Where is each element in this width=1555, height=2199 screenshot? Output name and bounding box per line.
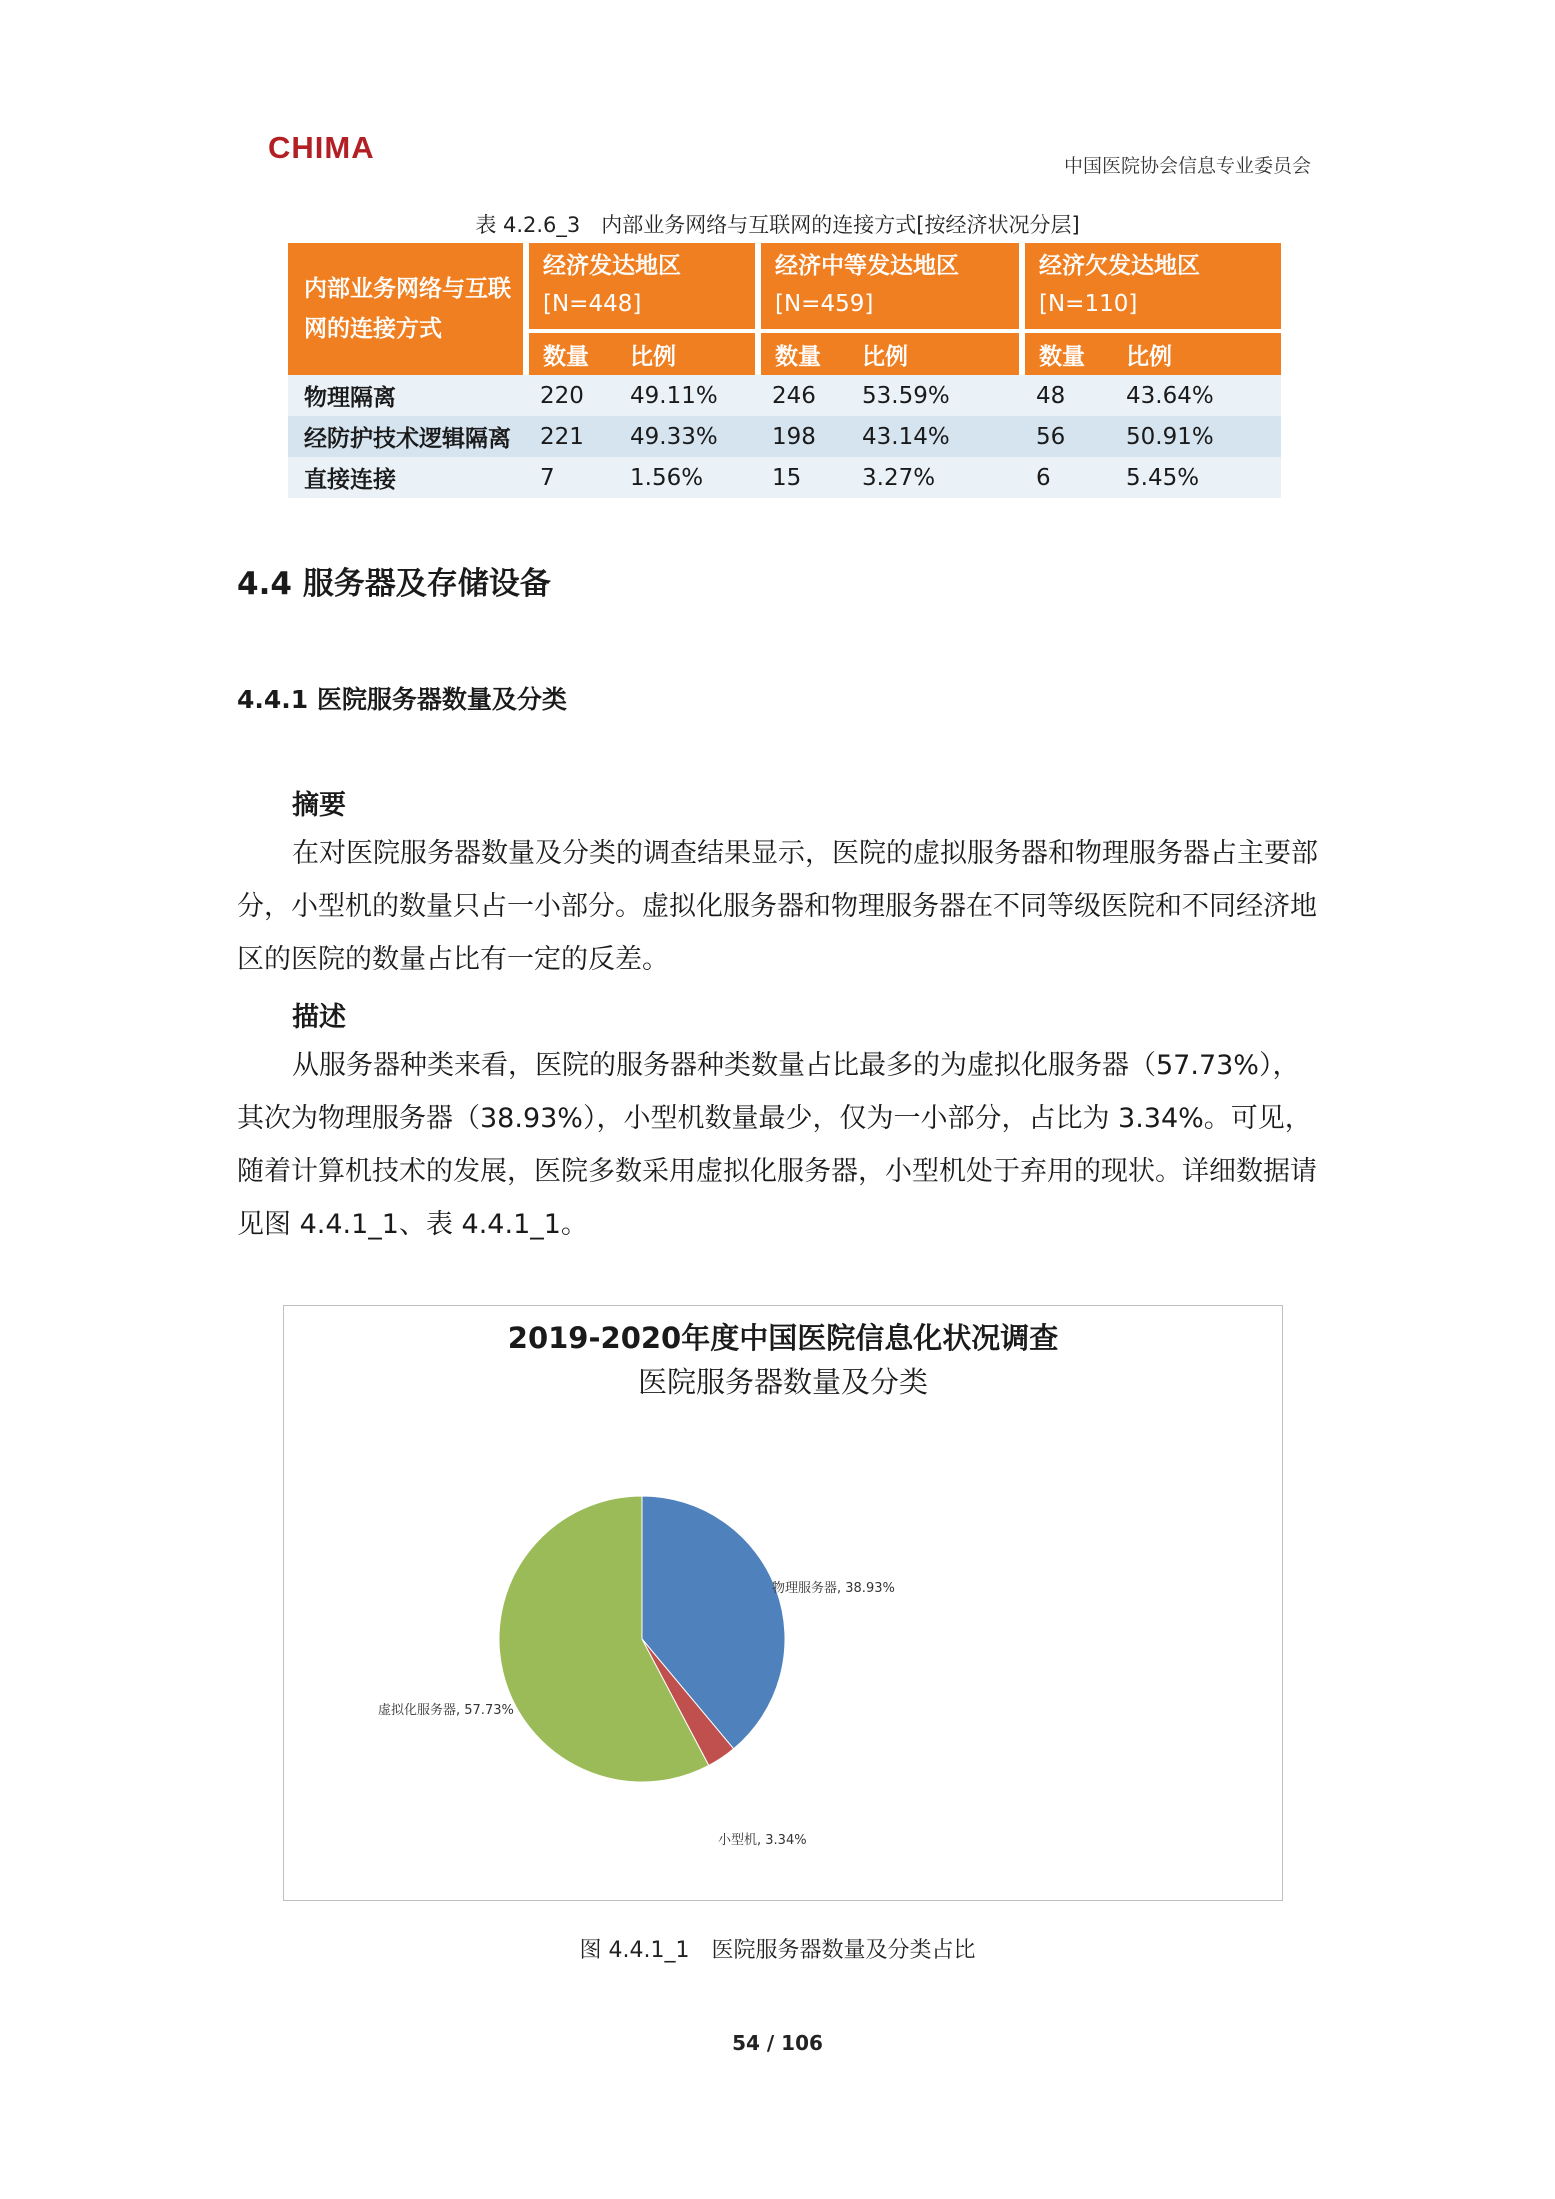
sub-header-count: 数量 [758, 331, 848, 375]
table-cell: 43.64% [1112, 375, 1281, 416]
subsection-heading: 4.4.1 医院服务器数量及分类 [237, 685, 567, 714]
pie-chart-svg [284, 1306, 1282, 1900]
table-row [288, 375, 1281, 416]
slice-label: 虚拟化服务器, 57.73% [378, 1703, 514, 1718]
slice-label: 小型机, 3.34% [718, 1833, 807, 1848]
page-number: 54 / 106 [732, 2031, 823, 2055]
chart-title: 2019-2020年度中国医院信息化状况调查 [507, 1321, 1059, 1355]
summary-paragraph: 在对医院服务器数量及分类的调查结果显示，医院的虚拟服务器和物理服务器占主要部分，小型机的数量只占一小部分。虚拟化服务器和物理服务器在不同等级医院和不同经济地区的医院的数量占比有一定的反差。 [237, 838, 1318, 975]
group-name: 经济发达地区 [543, 253, 681, 279]
table-cell: 3.27% [848, 457, 1022, 498]
group-n: [N=110] [1039, 291, 1138, 317]
organization-name: 中国医院协会信息专业委员会 [1063, 155, 1311, 177]
pie-chart [283, 1305, 1283, 1901]
table-caption: 表 4.2.6_3 内部业务网络与互联网的连接方式[按经济状况分层] [475, 213, 1080, 237]
sub-header-count: 数量 [1022, 331, 1112, 375]
table-row [288, 416, 1281, 457]
table-cell: 15 [758, 457, 848, 498]
row-label: 直接连接 [288, 457, 526, 498]
table-cell: 49.11% [616, 375, 758, 416]
group-n: [N=459] [775, 291, 874, 317]
summary-label: 摘要 [292, 790, 346, 821]
table-cell: 43.14% [848, 416, 1022, 457]
table-cell: 50.91% [1112, 416, 1281, 457]
sub-header-ratio: 比例 [616, 331, 758, 375]
table-cell: 53.59% [848, 375, 1022, 416]
table-cell: 5.45% [1112, 457, 1281, 498]
table-cell: 198 [758, 416, 848, 457]
group-n: [N=448] [543, 291, 642, 317]
table-cell: 1.56% [616, 457, 758, 498]
group-name: 经济欠发达地区 [1039, 253, 1200, 279]
group-header-moderate [758, 243, 1022, 331]
group-name: 经济中等发达地区 [775, 253, 959, 279]
row-label: 物理隔离 [288, 375, 526, 416]
table-cell: 49.33% [616, 416, 758, 457]
description-paragraph: 从服务器种类来看，医院的服务器种类数量占比最多的为虚拟化服务器（57.73%），其次为物理服务器（38.93%），小型机数量最少，仅为一小部分，占比为 3.34%。可见，随着计算机技术的发展，医院多数采用虚拟化服务器，小型机处于弃用的现状。详细数据请见图 4.4.1_1、表 4.4.1_1。 [237, 1050, 1317, 1240]
chart-subtitle: 医院服务器数量及分类 [637, 1365, 929, 1399]
sub-header-ratio: 比例 [848, 331, 1022, 375]
sub-header-count: 数量 [526, 331, 616, 375]
table-cell: 48 [1022, 375, 1112, 416]
section-heading: 4.4 服务器及存储设备 [237, 566, 551, 602]
table-row [288, 457, 1281, 498]
row-label: 经防护技术逻辑隔离 [288, 416, 526, 457]
group-header-underdeveloped [1022, 243, 1281, 331]
chima-logo: CHIMA [268, 130, 375, 165]
row-header-cell: 内部业务网络与互联网的连接方式 [288, 243, 526, 375]
table-cell: 56 [1022, 416, 1112, 457]
description-label: 描述 [292, 1002, 346, 1033]
table-cell: 246 [758, 375, 848, 416]
table-cell: 220 [526, 375, 616, 416]
connection-method-table [288, 243, 1281, 498]
slice-label: 物理服务器, 38.93% [772, 1581, 895, 1596]
group-header-developed [526, 243, 758, 331]
table-cell: 221 [526, 416, 616, 457]
table-cell: 7 [526, 457, 616, 498]
figure-caption: 图 4.4.1_1 医院服务器数量及分类占比 [579, 1938, 976, 1963]
sub-header-ratio: 比例 [1112, 331, 1281, 375]
table-cell: 6 [1022, 457, 1112, 498]
